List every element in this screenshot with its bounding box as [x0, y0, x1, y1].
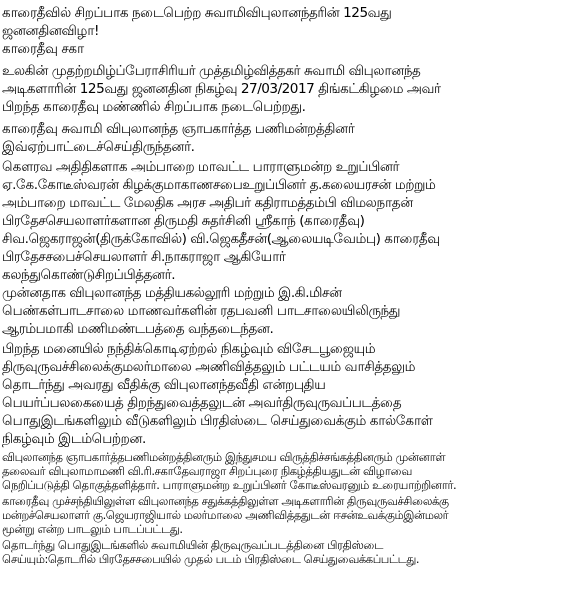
paragraph-events-line: பிறந்த மனையில் நந்திக்கொடிஏற்றல் நிகழ்வும் விசேடபூஜையும்: [2, 341, 376, 357]
paragraph-organizers-line: காரைதீவு சுவாமி விபுலானந்த ஞாபகார்த்த பணிமன்றத்தினர்: [2, 121, 355, 137]
paragraph-events-line: தொடர்ந்து அவரது வீதிக்கு விபுலானந்தவீதி என்றபுதிய: [2, 377, 326, 393]
paragraph-events-line: திருவுருவச்சிலைக்குமலர்மாலை அணிவித்தலும் பட்டயம் வாசித்தலும்: [2, 359, 416, 375]
paragraph-guests-line: பிரதேசசெயலாளர்களான திருமதி சுதர்சினி ஸ்ரீகாந் (காரைதீவு): [2, 213, 365, 229]
paragraph-title-line: ஜனனதினவிழா!: [2, 23, 99, 39]
paragraph-garland-line: காரைதீவு முச்சந்தியிலுள்ள விபுலானந்த சதுக்கத்திலுள்ள அடிகளாரின் திருவுருவச்சிலைக்கு: [2, 494, 449, 508]
paragraph-guests-line: சிவ.ஜெகராஜன்(திருக்கோவில்) வி.ஜெகதீசன்(ஆலையடிவேம்பு) காரைதீவு: [2, 231, 440, 247]
paragraph-title-line: காரைதீவில் சிறப்பாக நடைபெற்ற சுவாமிவிபுலானந்தரின் 125வது: [2, 5, 392, 21]
paragraph-events-line: பொதுஇடங்களிலும் வீடுகளிலும் பிரதிஸ்டை செய்துவைக்கும் கால்கோள்: [2, 413, 433, 429]
paragraph-closing-line: தொடர்ந்து பொதுஇடங்களில் சுவாமியின் திருவுருவப்படத்தினை பிரதிஸ்டை: [2, 538, 383, 552]
paragraph-closing-line: செய்யும்:தொடரில் பிரதேசசபையில் முதல் படம் பிரதிஸ்டை செய்துவைக்கப்பட்டது.: [2, 552, 420, 566]
paragraph-procession-line: ஆரம்பமாகி மணிமண்டபத்தை வந்தடைந்தன.: [2, 321, 274, 337]
paragraph-memorial-line: நெறிப்படுத்தி தொகுத்தளித்தார். பாராளுமன்ற உறுப்பினர் கோடீஸ்வரனும் உரையாற்றினார்.: [2, 478, 457, 492]
paragraph-memorial-line: விபுலானந்த ஞாபகார்த்தபணிமன்றத்தினரும் இந்துசமய விருத்திச்சங்கத்தினரும் முன்னாள்: [2, 450, 446, 464]
paragraph-guests-line: பிரதேசசபைச்செயலாளர் சி.நாகராஜா ஆகியோர்: [2, 249, 286, 265]
paragraph-events-line: பெயர்ப்பலகையைத் திறந்துவைத்தலுடன் அவர்திருவுருவப்படத்தை: [2, 395, 402, 411]
paragraph-intro-line: அடிகளாரின் 125வது ஜனனதின நிகழ்வு 27/03/2017 திங்கட்கிழமை அவர்: [2, 81, 441, 97]
paragraph-procession-line: முன்னதாக விபுலானந்த மத்தியகல்லூரி மற்றும் இ.கி.மிசன்: [2, 285, 342, 301]
paragraph-procession-line: பெண்கள்பாடசாலை மாணவர்களின் ரதபவனி பாடசாலையிலிருந்து: [2, 303, 401, 319]
paragraph-events-line: நிகழ்வும் இடம்பெற்றன.: [2, 431, 146, 447]
paragraph-guests-line: அம்பாறை மாவட்ட மேலதிக அரச அதிபர் கதிராமத்தம்பி விமலநாதன்: [2, 195, 413, 211]
paragraph-guests-line: கலந்துகொண்டுசிறப்பித்தனர்.: [2, 267, 176, 283]
paragraph-author-line: காரைதீவு சகா: [2, 41, 84, 57]
paragraph-intro-line: பிறந்த காரைதீவு மண்ணில் சிறப்பாக நடைபெற்றது.: [2, 99, 306, 115]
paragraph-garland-line: மூன்று என்ற பாடலும் பாடப்பட்டது.: [2, 522, 183, 536]
paragraph-guests-line: கௌரவ அதிதிகளாக அம்பாறை மாவட்ட பாராளுமன்ற உறுப்பினர்: [2, 159, 400, 175]
paragraph-organizers-line: இவ்ஏற்பாட்டைச்செய்திருந்தனர்.: [2, 139, 195, 155]
paragraph-intro-line: உலகின் முதற்றமிழ்ப்பேராசிரியர் முத்தமிழ்வித்தகர் சுவாமி விபுலானந்த: [2, 63, 421, 79]
paragraph-guests-line: ஏ.கே.கோடீஸ்வரன் கிழக்குமாகாணசபைஉறுப்பினர் த.கலையரசன் மற்றும்: [2, 177, 436, 193]
paragraph-garland-line: மன்றச்செயலாளர் கு.ஜெயராஜியால் மலர்மாலை அணிவித்ததுடன் ஈசன்உவக்கும்இன்மலர்: [2, 508, 449, 522]
paragraph-memorial-line: தலைவர் விபுலாமாமணி வி.ரி.சகாதேவராஜா சிறப்புரை நிகழ்த்தியதுடன் விழாவை: [2, 464, 412, 478]
